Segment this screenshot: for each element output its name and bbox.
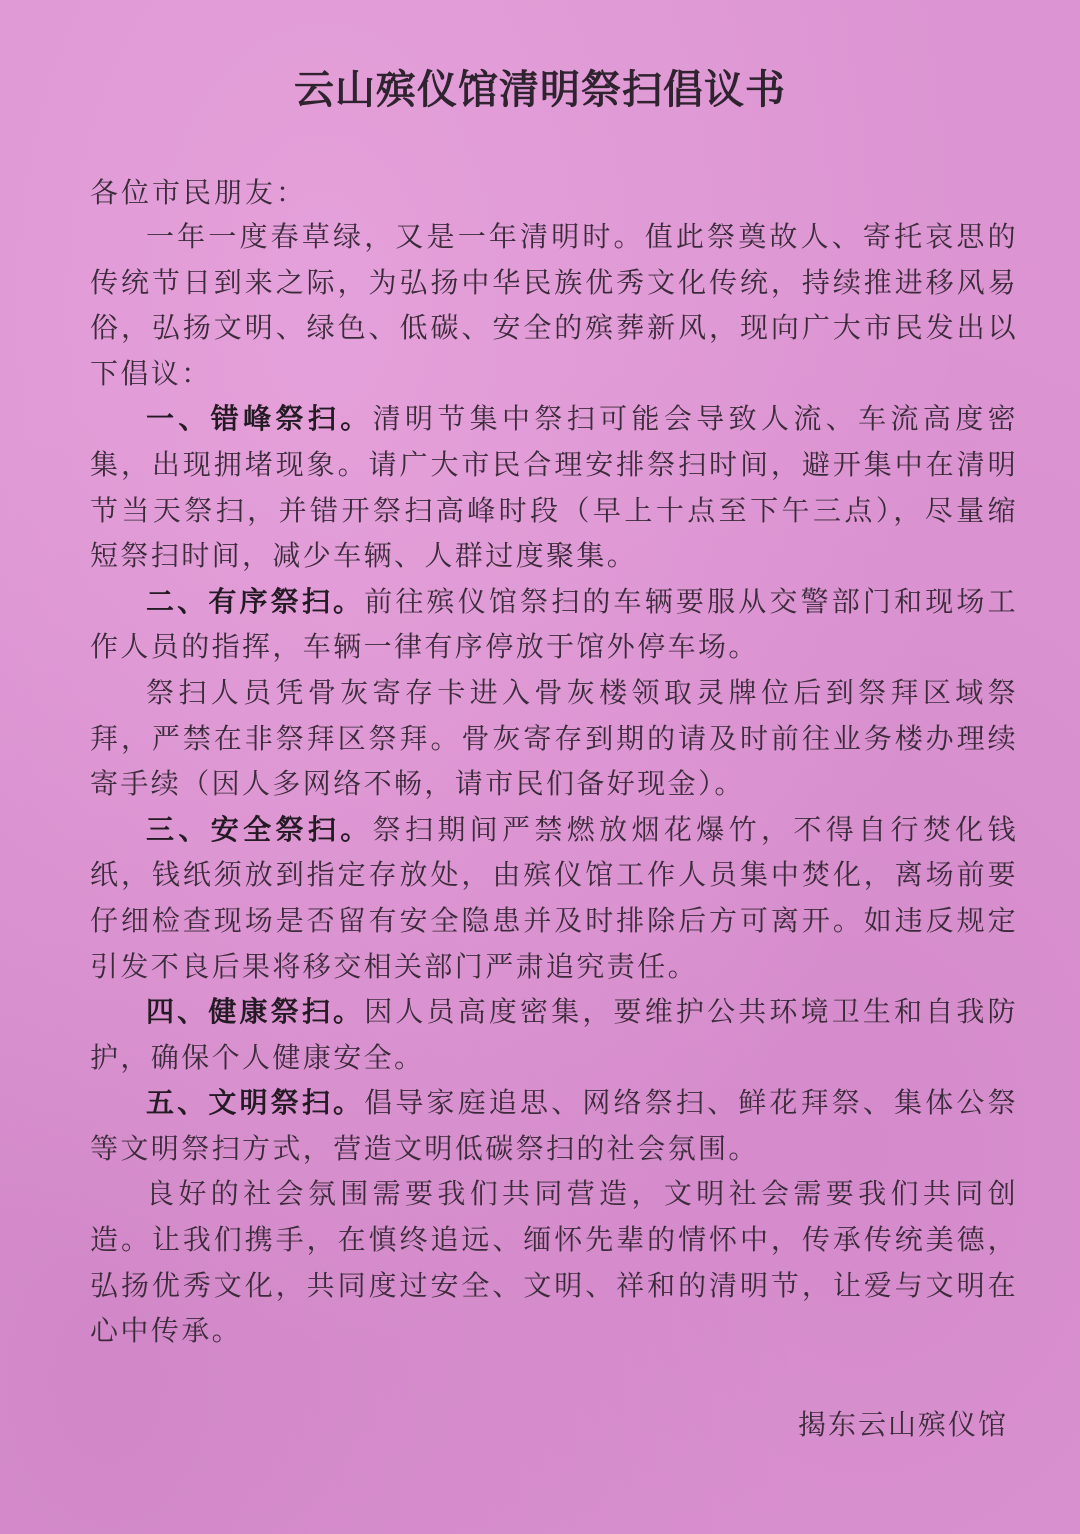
closing-paragraph: 良好的社会氛围需要我们共同营造，文明社会需要我们共同创造。让我们携手，在慎终追远、缅怀先辈的情怀中，传承传统美德，弘扬优秀文化，共同度过安全、文明、祥和的清明节，让爱与文明在心中传承。 xyxy=(90,1177,1018,1348)
item-heading: 四、健康祭扫。 xyxy=(146,995,365,1029)
signature: 揭东云山殡仪馆 xyxy=(797,1408,1008,1441)
document-body xyxy=(90,214,1018,1354)
item-heading: 二、有序祭扫。 xyxy=(146,584,365,618)
item-paragraph-health xyxy=(90,989,1018,1080)
item-text: 因人员高度密集，要维护公共环境卫生和自我防护，确保个人健康安全。 xyxy=(90,995,1018,1074)
item-text: 前往殡仪馆祭扫的车辆要服从交警部门和现场工作人员的指挥，车辆一律有序停放于馆外停车场。 xyxy=(90,584,1018,664)
item-paragraph-staggered xyxy=(90,396,1018,578)
item-paragraph-orderly xyxy=(90,579,1018,670)
item-text: 祭扫期间严禁燃放烟花爆竹，不得自行焚化钱纸，钱纸须放到指定存放处，由殡仪馆工作人员集中焚化，离场前要仔细检查现场是否留有安全隐患并及时排除后方可离开。如违反规定引发不良后果将移交相关部门严肃追究责任。 xyxy=(90,812,1018,983)
item-heading: 三、安全祭扫。 xyxy=(146,812,373,846)
item-text: 倡导家庭追思、网络祭扫、鲜花拜祭、集体公祭等文明祭扫方式，营造文明低碳祭扫的社会氛围。 xyxy=(90,1086,1018,1165)
item-paragraph-orderly-detail xyxy=(90,670,1018,807)
salutation: 各位市民朋友： xyxy=(90,176,308,209)
intro-paragraph: 一年一度春草绿，又是一年清明时。值此祭奠故人、寄托哀思的传统节日到来之际，为弘扬中华民族优秀文化传统，持续推进移风易俗，弘扬文明、绿色、低碳、安全的殡葬新风，现向广大市民发出以下倡议： xyxy=(90,220,1018,390)
item-paragraph-civilized xyxy=(90,1080,1018,1171)
item-heading: 一、错峰祭扫。 xyxy=(146,402,373,436)
item-paragraph-safety xyxy=(90,807,1018,989)
item-heading: 五、文明祭扫。 xyxy=(146,1086,365,1120)
item-text: 祭扫人员凭骨灰寄存卡进入骨灰楼领取灵牌位后到祭拜区域祭拜，严禁在非祭拜区祭拜。骨灰寄存到期的请及时前往业务楼办理续寄手续（因人多网络不畅，请市民们备好现金）。 xyxy=(90,675,1018,801)
item-text: 清明节集中祭扫可能会导致人流、车流高度密集，出现拥堵现象。请广大市民合理安排祭扫时间，避开集中在清明节当天祭扫，并错开祭扫高峰时段（早上十点至下午三点），尽量缩短祭扫时间，减少车辆、人群过度聚集。 xyxy=(90,402,1018,573)
document-title: 云山殡仪馆清明祭扫倡议书 xyxy=(294,67,786,113)
